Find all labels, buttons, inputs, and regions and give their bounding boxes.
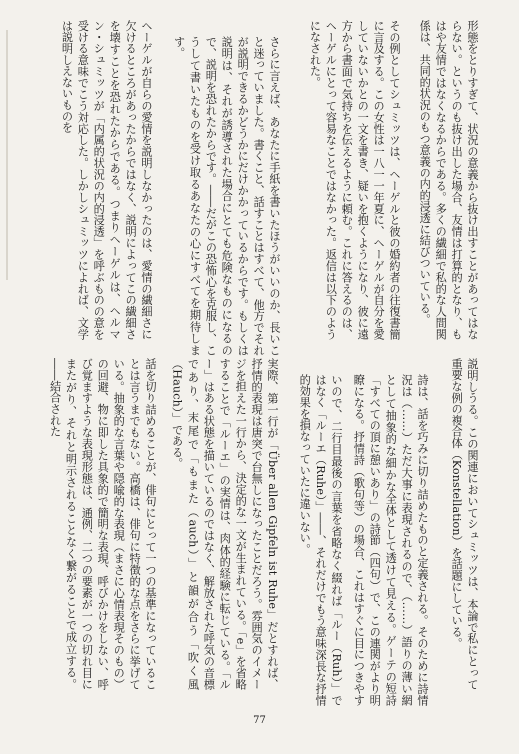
paragraph: 形態をとりすぎて、状況の意義から抜け出すことがあってはならない。というのも抜け出した場合、友情は打算的となり、もはや友情ではなくなるからである。多くの繊細で私的な人間関係は、共同的状況のもつ意義の内的浸透に結びついている。 xyxy=(418,20,479,340)
page-number: 77 xyxy=(253,715,266,726)
paragraph: その例としてシュミッツは、ヘーゲルと彼の婚約者の往復書簡に言及する。この女性は一八一一年夏に、ヘーゲルが自分を愛していないかとの一文を書き、疑いを抱くようになり、彼に遠方から書面で気持ちを伝えるように頼む。これに答えるのは、ヘーゲルにとって容易なことではなかった。返信は以下のようになされた。 xyxy=(308,20,401,340)
paragraph: 説明しうる。この関連においてシュミッツは、本論で私にとって重要な例の複合体（Konstellation）を話題にしている。 xyxy=(450,358,479,690)
scan-shadow xyxy=(6,30,8,280)
bottom-text-block xyxy=(28,358,480,706)
paragraph: ヘーゲルが自らの愛情を説明しなかったのは、愛情の繊細さに欠けるところがあったからではなく、説明によってこの繊細さを壊すことを恐れたからである。つまりヘーゲルは、ヘルマン・シュミッツが「内属的状況の内的浸透」を呼ぶものの意を受ける意味でこう対応した。しかしシュミッツによれば、文学は説明しえないものを xyxy=(60,20,153,340)
top-text-block xyxy=(28,20,480,356)
paragraph: 実際、第一行が「Über allen Gipfeln ist Ruhe」だとすれば、抒情的表現は唐突で台無しになったことだろう。雰囲気のイメージを担えた一行から、決定的な一文が生まれている。「e」を省略することで「ルーエ」の実情は、肉体的経験に転じている。「ルー」はある状態を描いているのではなく、解放された呼気の音標であり、末尾で「もまた（auch）」と韻が合う「吹く風（Hauch）」である。 xyxy=(170,358,279,690)
block-quote: さらに言えば、あなたに手紙を書いたほうがいいのか、長いこと迷っていました。書くこと、話すことはすべて、他方でそれが説明できるかどうかにだけかかっているからです。もしくは説明は、それが誘導された場合にとても危険なものになるので、説明を恐れたからです。――だがこの恐怖心を克服し、こうして書いたものを受け取るあなたの心にすべてを期待します。 xyxy=(172,36,281,356)
block-quote: いので、二行目最後の言葉を省略なく綴れば「ルー（Ruh）」ではなく「ルーエ（Ruhe）」――、それだけでもう意味深長な抒情的効果を損なっていたに違いない。 xyxy=(298,374,343,706)
paragraph: 話を切り詰めることが、俳句にとって一つの基準になっていることは言うまでもない。高橋は、俳句に特徴的な点をさらに挙げている。抽象的な言葉や隠喩的な表現（まさに心情表現そのもの）の回避、物に即した具象的で簡明な表現、呼びかけをしない、呼び覚ますような表現形態は、通例、二つの要素が一つの切れ目にまたがり、それと明示されることなく繋がることで成立する。――結合された xyxy=(48,358,157,690)
block-quote: 詩は、話を巧みに切り詰めたものと定義される。そのために詩情況は（……）ただ大事に表現されるので、（……）語りの薄い網として抽象的な細かな全体として透けて見える。ゲーテの短詩「すべての頂に憩いあり」の詩節（四句）で、この連関がより明瞭になる。抒情詩（歌句等）の場合、これはすぐに目につきやす xyxy=(352,374,429,706)
